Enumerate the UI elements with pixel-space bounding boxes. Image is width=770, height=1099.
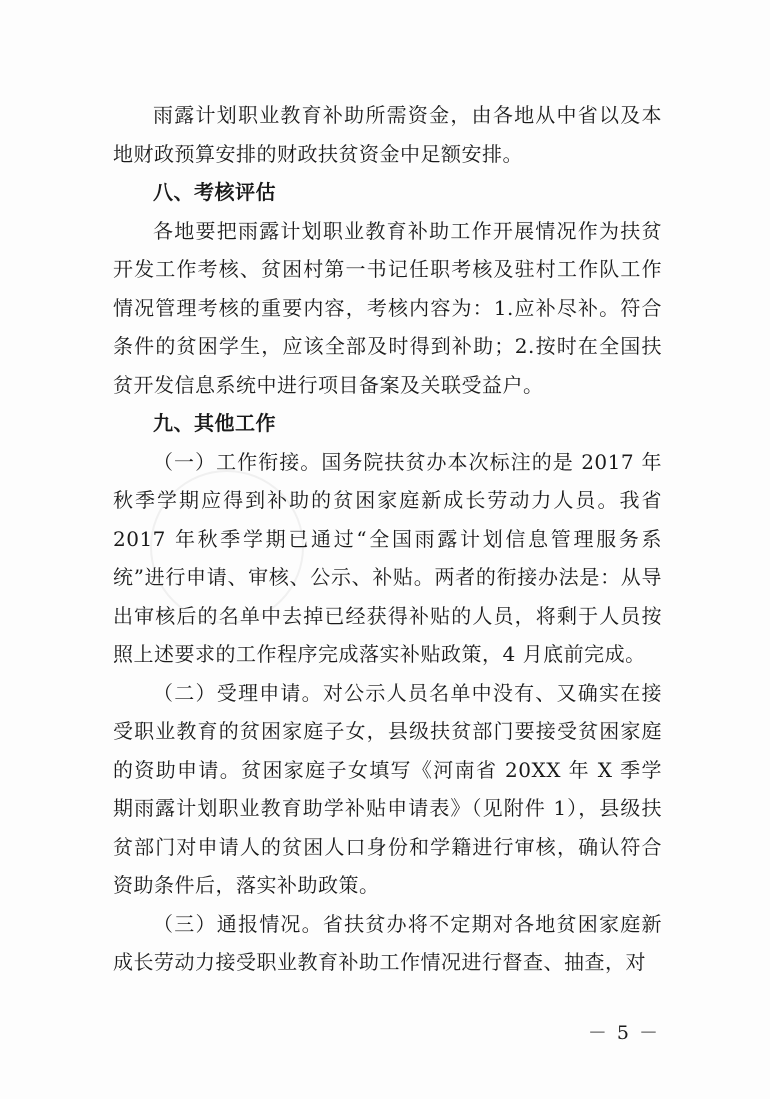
section-heading-other-work: 九、其他工作	[153, 411, 276, 435]
paragraph-funding: 雨露计划职业教育补助所需资金，由各地从中省以及本地财政预算安排的财政扶贫资金中足额安排。	[113, 103, 662, 166]
paragraph-work-connection: （一）工作衔接。国务院扶贫办本次标注的是 2017 年秋季学期应得到补助的贫困家庭新成长劳动力人员。我省2017 年秋季学期已通过“全国雨露计划信息管理服务系统”进行申请、审核、公示、补贴。两者的衔接办法是：从导出审核后的名单中去掉已经获得补贴的人员，将剩于人员按照上述要求的工作程序完成落实补贴政策，4 月底前完成。	[113, 449, 662, 666]
section-heading-assessment: 八、考核评估	[153, 180, 276, 204]
paragraph-accept-applications: （二）受理申请。对公示人员名单中没有、又确实在接受职业教育的贫困家庭子女，县级扶贫部门要接受贫困家庭的资助申请。贫困家庭子女填写《河南省 20XX 年 X 季学期雨露计划职业教育助学补贴申请表》（见附件 1），县级扶贫部门对申请人的贫困人口身份和学籍进行审核，确认符合资助条件后，落实补助政策。	[113, 680, 662, 897]
page-number: － 5 －	[587, 1022, 660, 1044]
paragraph-report-situation: （三）通报情况。省扶贫办将不定期对各地贫困家庭新成长劳动力接受职业教育补助工作情况进行督查、抽查，对	[113, 911, 662, 974]
paragraph-assessment: 各地要把雨露计划职业教育补助工作开展情况作为扶贫开发工作考核、贫困村第一书记任职考核及驻村工作队工作情况管理考核的重要内容，考核内容为：1.应补尽补。符合条件的贫困学生，应该全部及时得到补助；2.按时在全国扶贫开发信息系统中进行项目备案及关联受益户。	[113, 218, 662, 397]
